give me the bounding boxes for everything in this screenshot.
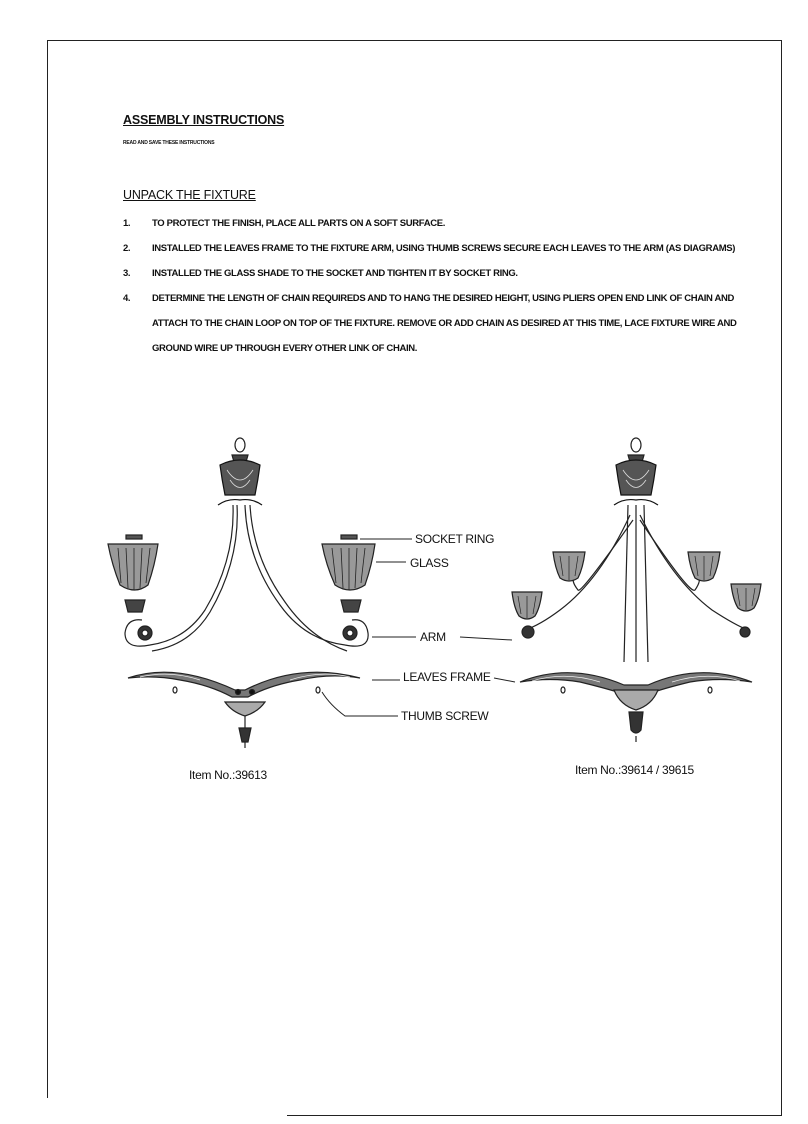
step-number: 1. [123,218,131,229]
caption-item-39613: Item No.:39613 [189,768,267,782]
label-thumb-screw: THUMB SCREW [401,709,489,723]
chandelier-39613-illustration [108,438,375,748]
caption-item-39614-39615: Item No.:39614 / 39615 [575,763,694,777]
step-text: INSTALLED THE LEAVES FRAME TO THE FIXTURE ARM, USING THUMB SCREWS SECURE EACH LEAVES TO THE ARM (AS DIAGRAMS) [152,243,736,254]
chandelier-39614-39615-illustration [512,438,761,742]
step-text: INSTALLED THE GLASS SHADE TO THE SOCKET AND TIGHTEN IT BY SOCKET RING. [152,268,518,279]
step-text: TO PROTECT THE FINISH, PLACE ALL PARTS ON A SOFT SURFACE. [152,218,446,229]
page-subtitle: READ AND SAVE THESE INSTRUCTIONS [123,140,215,146]
label-arm: ARM [420,630,446,644]
label-glass: GLASS [410,556,449,570]
label-socket-ring: SOCKET RING [415,532,495,546]
label-leaves-frame: LEAVES FRAME [403,670,491,684]
step-text: DETERMINE THE LENGTH OF CHAIN REQUIREDS AND TO HANG THE DESIRED HEIGHT, USING PLIERS OPEN END LINK OF CHAIN AND ATTACH TO THE CHAIN LOOP ON TOP OF THE FIXTURE. REMOVE OR ADD CHAIN AS DESIRED AT THIS TIME, LACE FIXTURE WIRE AND GROUND WIRE UP THROUGH EVERY OTHER LINK OF CHAIN. [152,293,737,354]
step-number: 2. [123,243,131,254]
page-title: ASSEMBLY INSTRUCTIONS [123,113,285,127]
step-number: 3. [123,268,131,279]
step-number: 4. [123,293,131,304]
section-title: UNPACK THE FIXTURE [123,188,256,202]
